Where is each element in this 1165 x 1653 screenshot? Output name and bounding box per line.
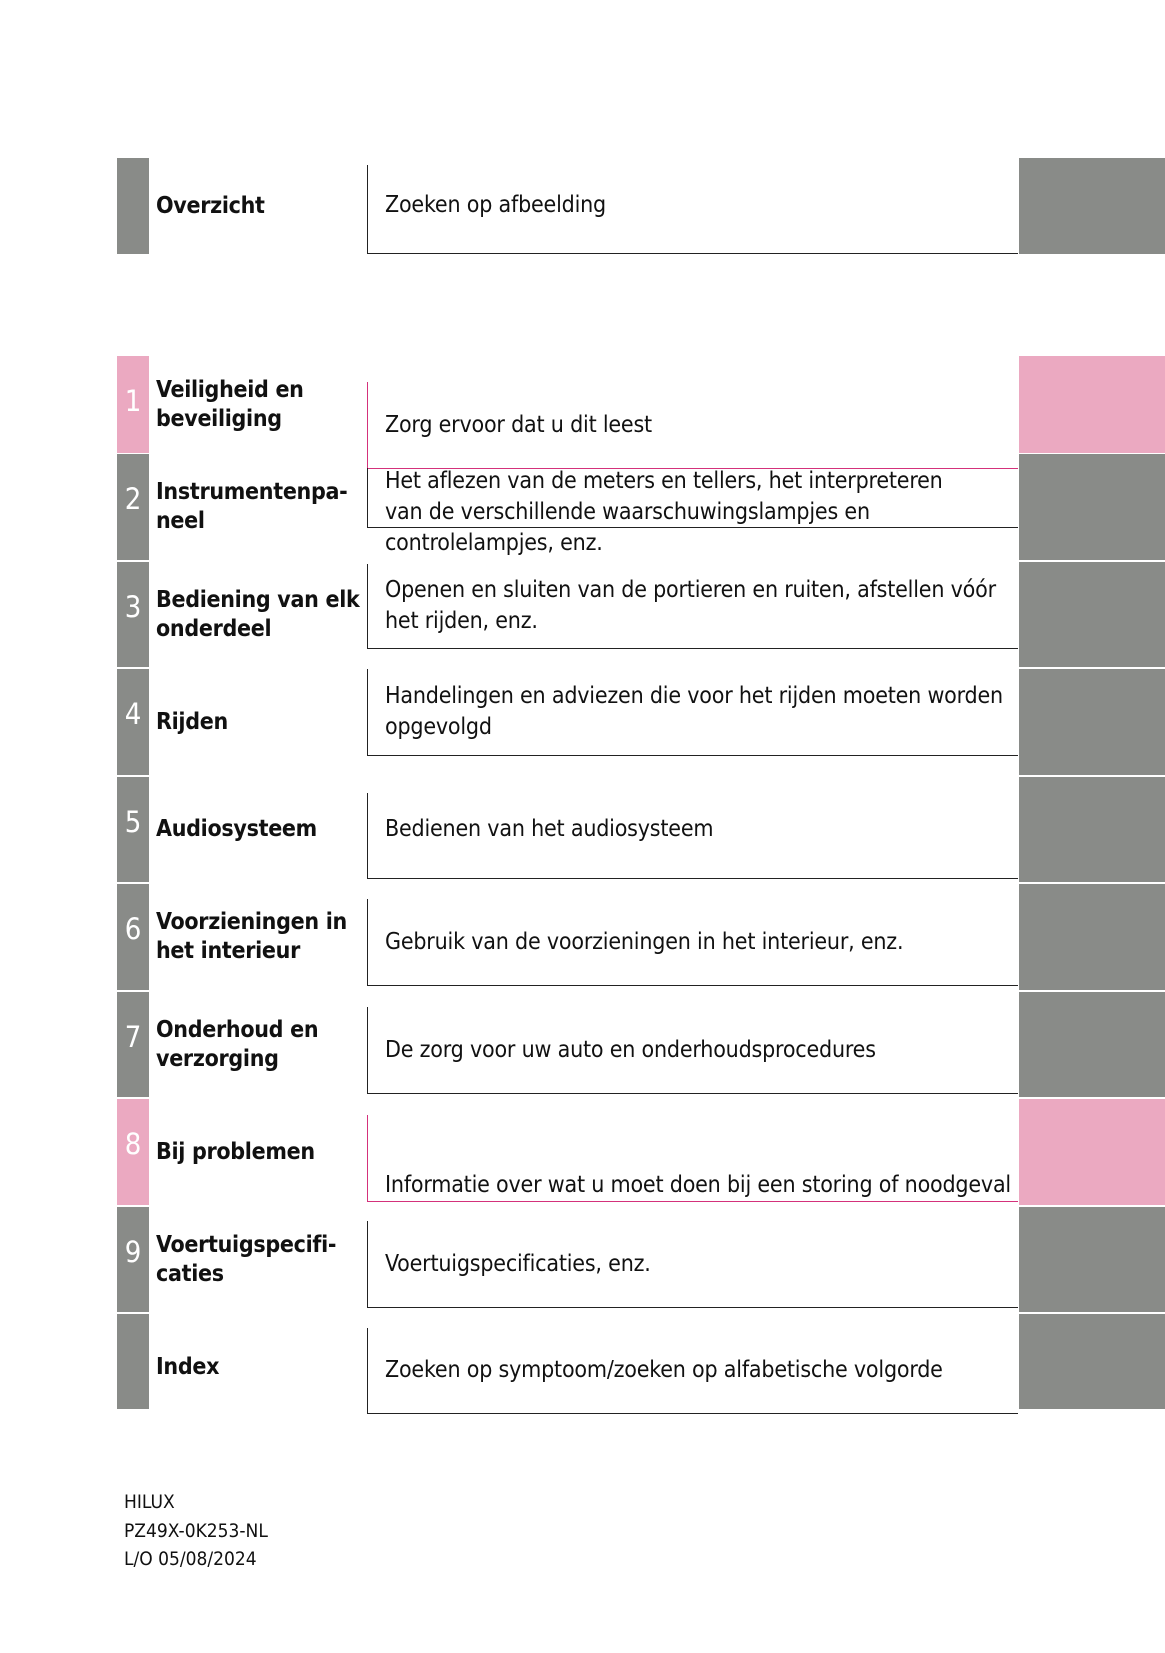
thumb-tab[interactable]: [1019, 1099, 1165, 1205]
section-number: 2: [124, 482, 142, 516]
section-description-box: [367, 1115, 1018, 1202]
section-label: Rijden: [156, 708, 228, 735]
section-description-box: [367, 669, 1018, 756]
document-date: L/O 05/08/2024: [124, 1548, 257, 1570]
thumb-tab[interactable]: [1019, 1314, 1165, 1409]
section-number: 1: [124, 384, 142, 418]
section-1[interactable]: [0, 356, 1165, 453]
section-4[interactable]: [0, 669, 1165, 775]
section-number: 3: [124, 590, 142, 624]
section-label: Bediening van elk onderdeel: [156, 586, 360, 642]
section-2[interactable]: [0, 454, 1165, 560]
section-description-box: [367, 1007, 1018, 1094]
section-label: Overzicht: [156, 192, 265, 219]
thumb-tab[interactable]: [1019, 669, 1165, 775]
section-description: De zorg voor uw auto en onderhoudsprocedures: [385, 1036, 876, 1063]
section-number: 9: [124, 1235, 142, 1269]
section-index[interactable]: [0, 1314, 1165, 1409]
thumb-tab[interactable]: [1019, 884, 1165, 990]
section-6[interactable]: [0, 884, 1165, 990]
section-description: Handelingen en adviezen die voor het rijden moeten worden opgevolgd: [385, 683, 1003, 740]
tab-marker: [117, 158, 149, 254]
document-code: PZ49X-0K253-NL: [124, 1519, 268, 1542]
thumb-tab[interactable]: [1019, 992, 1165, 1097]
section-overview[interactable]: [0, 158, 1165, 254]
thumb-tab[interactable]: [1019, 562, 1165, 667]
section-label: Bij problemen: [156, 1138, 315, 1165]
section-3[interactable]: [0, 562, 1165, 667]
section-number: 4: [124, 697, 142, 731]
document-footer: [124, 1488, 268, 1574]
thumb-tab[interactable]: [1019, 356, 1165, 453]
section-number: 8: [124, 1127, 142, 1161]
section-label: Veiligheid en beveiliging: [156, 376, 304, 432]
tab-marker: [117, 1314, 149, 1409]
model-name: HILUX: [124, 1491, 175, 1513]
section-label: Onderhoud en verzorging: [156, 1016, 319, 1072]
section-9[interactable]: [0, 1207, 1165, 1312]
section-description-box: [367, 1328, 1018, 1414]
section-description: Voertuigspecificaties, enz.: [385, 1250, 651, 1277]
section-description-box: [367, 165, 1018, 254]
thumb-tab[interactable]: [1019, 1207, 1165, 1312]
section-description-box: [367, 899, 1018, 986]
section-number: 7: [124, 1020, 142, 1054]
section-description: Gebruik van de voorzieningen in het interieur, enz.: [385, 928, 904, 955]
section-description: Zorg ervoor dat u dit leest: [385, 411, 652, 438]
section-description-box: [367, 468, 1018, 556]
section-description: Bedienen van het audiosysteem: [385, 816, 714, 842]
thumb-tab[interactable]: [1019, 777, 1165, 882]
thumb-tab[interactable]: [1019, 158, 1165, 254]
section-description-box: [367, 564, 1018, 649]
section-description-box: [367, 793, 1018, 879]
section-label: Instrumentenpa-neel: [156, 479, 348, 534]
section-description-box: [367, 1221, 1018, 1308]
section-number: 5: [124, 805, 142, 839]
section-label: Voertuigspecifi-caties: [156, 1231, 337, 1287]
section-description: Zoeken op symptoom/zoeken op alfabetische volgorde: [385, 1357, 943, 1383]
section-number: 6: [124, 912, 142, 946]
thumb-tab[interactable]: [1019, 454, 1165, 560]
section-description: Informatie over wat u moet doen bij een storing of noodgeval: [385, 1172, 1011, 1198]
section-label: Audiosysteem: [156, 816, 317, 842]
section-description: Zoeken op afbeelding: [385, 192, 606, 218]
section-5[interactable]: [0, 777, 1165, 882]
section-8[interactable]: [0, 1099, 1165, 1205]
section-label: Index: [156, 1354, 220, 1380]
section-description: Openen en sluiten van de portieren en ruiten, afstellen vóór het rijden, enz.: [385, 577, 996, 634]
section-7[interactable]: [0, 992, 1165, 1097]
section-label: Voorzieningen in het interieur: [156, 909, 347, 964]
section-description: Het aflezen van de meters en tellers, het interpreteren van de verschillende waarschuwingslampjes en controlelampjes, enz.: [385, 468, 943, 556]
